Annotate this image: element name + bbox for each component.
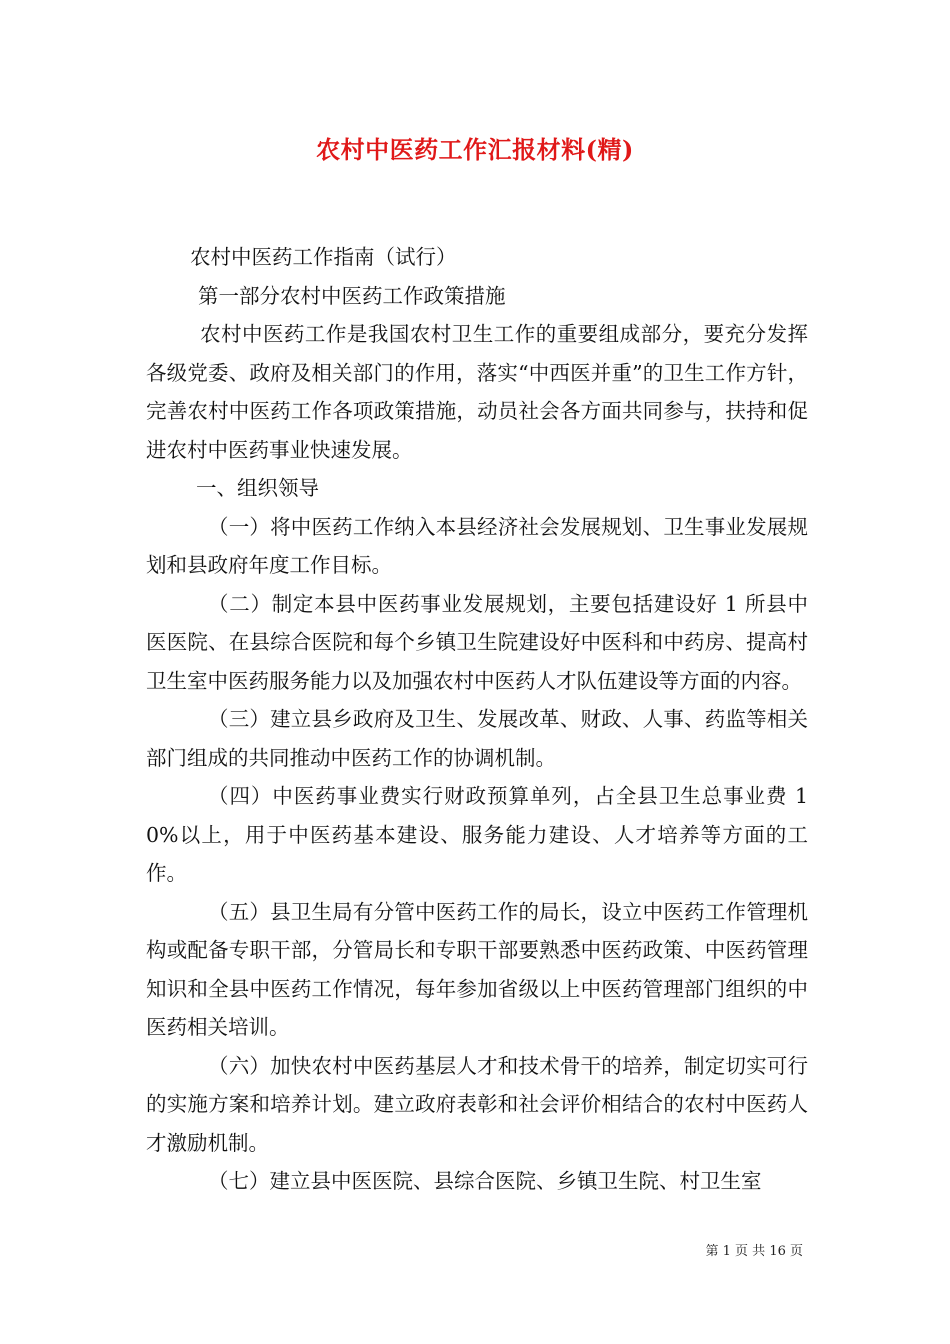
list-item: （二）制定本县中医药事业发展规划，主要包括建设好 1 所县中医医院、在县综合医院和每个乡镇卫生院建设好中医科和中药房、提高村卫生室中医药服务能力以及加强农村中医药人才队伍建设等方面的内容。 xyxy=(146,591,808,693)
page-number: 第 1 页 共 16 页 xyxy=(705,1244,803,1259)
intro-paragraph: 农村中医药工作是我国农村卫生工作的重要组成部分，要充分发挥各级党委、政府及相关部门的作用，落实“中西医并重”的卫生工作方针，完善农村中医药工作各项政策措施，动员社会各方面共同参与，扶持和促进农村中医药事业快速发展。 xyxy=(146,322,808,462)
part-heading: 第一部分农村中医药工作政策措施 xyxy=(198,283,506,308)
list-item: （四）中医药事业费实行财政预算单列，占全县卫生总事业费 10%以上，用于中医药基本建设、服务能力建设、人才培养等方面的工作。 xyxy=(146,784,808,885)
list-item: （三）建立县乡政府及卫生、发展改革、财政、人事、药监等相关部门组成的共同推动中医药工作的协调机制。 xyxy=(146,707,808,770)
document-title: 农村中医药工作汇报材料(精) xyxy=(316,135,634,164)
list-item: （一）将中医药工作纳入本县经济社会发展规划、卫生事业发展规划和县政府年度工作目标。 xyxy=(146,514,808,577)
list-item: （七）建立县中医医院、县综合医院、乡镇卫生院、村卫生室 xyxy=(208,1169,762,1193)
section-heading: 一、组织领导 xyxy=(196,476,319,500)
list-item: （六）加快农村中医药基层人才和技术骨干的培养，制定切实可行的实施方案和培养计划。建立政府表彰和社会评价相结合的农村中医药人才激励机制。 xyxy=(146,1053,808,1155)
list-item: （五）县卫生局有分管中医药工作的局长，设立中医药工作管理机构或配备专职干部，分管局长和专职干部要熟悉中医药政策、中医药管理知识和全县中医药工作情况，每年参加省级以上中医药管理部门组织的中医药相关培训。 xyxy=(146,899,808,1039)
guide-heading: 农村中医药工作指南（试行） xyxy=(190,245,457,269)
document-body xyxy=(146,238,808,1201)
